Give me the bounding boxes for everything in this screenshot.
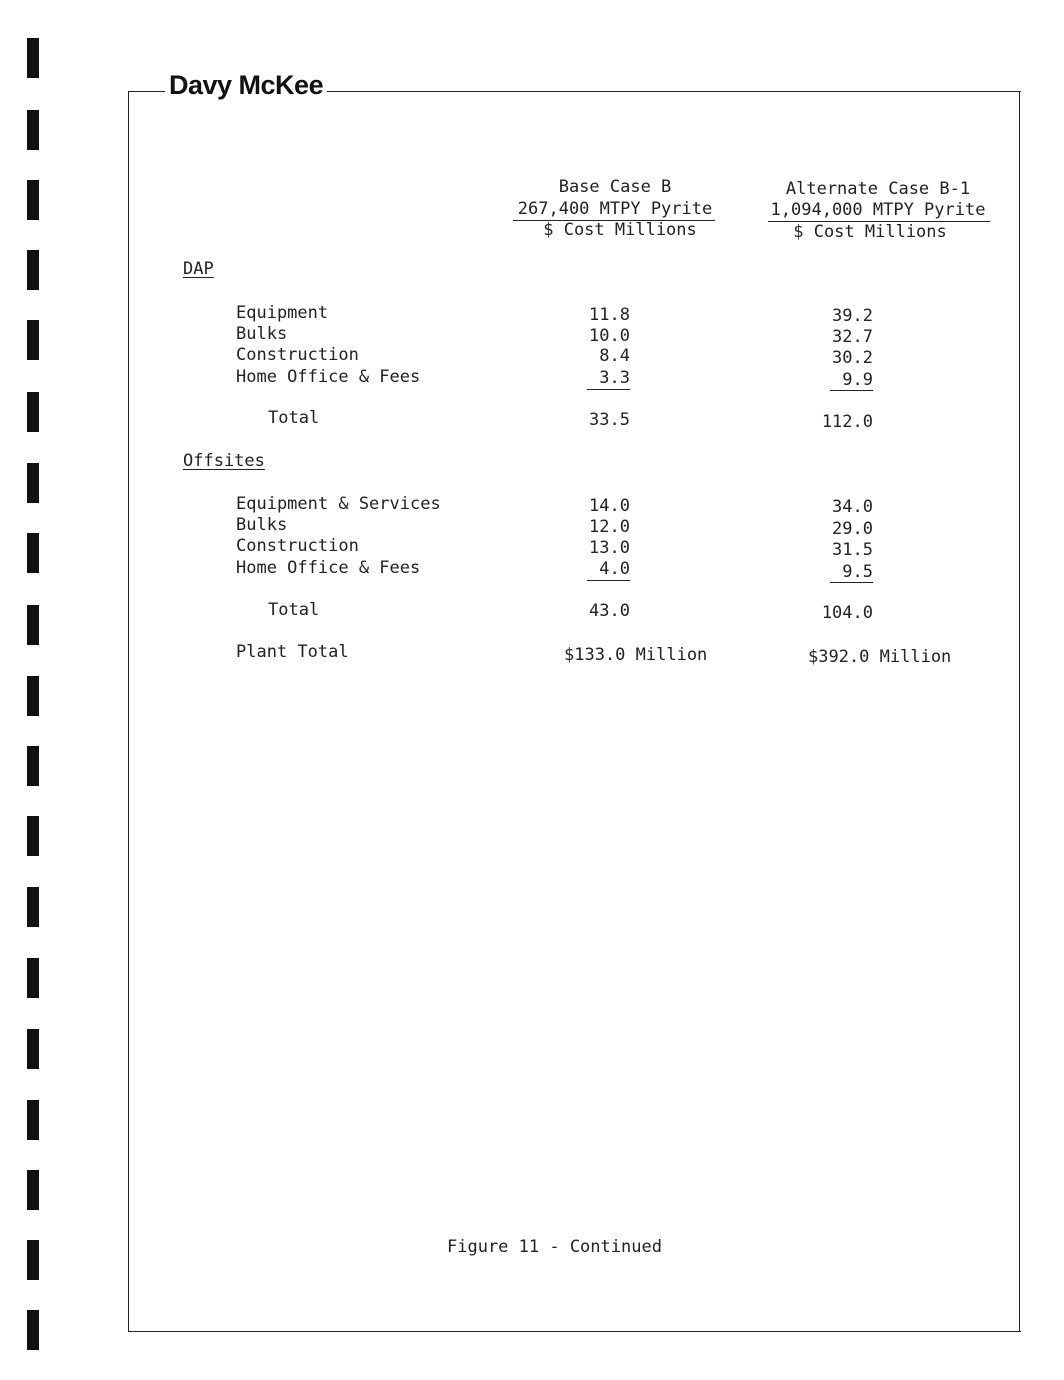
col1-header-line1: Base Case B: [558, 177, 672, 197]
total-label: Total: [268, 600, 320, 620]
row-label: Equipment: [236, 303, 329, 323]
section-title-offsites: Offsites: [183, 451, 265, 471]
row-label: Bulks: [236, 515, 288, 535]
plant-total-base: $133.0 Million: [564, 645, 708, 665]
total-value-alt: 112.0: [821, 412, 873, 432]
figure-caption: Figure 11 - Continued: [447, 1237, 662, 1257]
row-value-alt: 29.0: [832, 519, 873, 539]
row-value-base: 14.0: [589, 496, 630, 516]
row-value-alt: 39.2: [832, 306, 873, 326]
binding-hole: [27, 38, 39, 78]
binding-hole: [27, 676, 39, 716]
row-value-base: 4.0: [599, 559, 630, 579]
row-value-alt: 30.2: [832, 348, 873, 368]
binding-hole: [27, 320, 39, 360]
total-label: Total: [268, 408, 320, 428]
plant-total-label: Plant Total: [236, 642, 349, 662]
binding-hole: [27, 1029, 39, 1069]
row-value-base: 12.0: [589, 517, 630, 537]
plant-total-alt: $392.0 Million: [808, 647, 952, 667]
binding-hole: [27, 1100, 39, 1140]
row-label: Home Office & Fees: [236, 558, 421, 578]
binding-hole: [27, 1310, 39, 1350]
row-label: Construction: [236, 536, 359, 556]
company-logo: Davy McKee: [165, 70, 327, 101]
binding-hole: [27, 958, 39, 998]
total-value-base: 33.5: [589, 410, 630, 430]
binding-hole: [27, 1170, 39, 1210]
row-label: Bulks: [236, 324, 288, 344]
binding-hole: [27, 605, 39, 645]
frame-right-border: [1019, 91, 1020, 1332]
row-value-alt: 31.5: [832, 540, 873, 560]
col2-header-line2: 1,094,000 MTPY Pyrite: [770, 200, 986, 220]
row-value-base: 8.4: [599, 346, 630, 366]
col1-header-line3: $ Cost Millions: [543, 220, 697, 240]
binding-hole: [27, 250, 39, 290]
binding-hole: [27, 463, 39, 503]
row-value-base: 10.0: [589, 326, 630, 346]
binding-hole: [27, 887, 39, 927]
subtotal-rule-base: [587, 389, 630, 390]
col1-header-line2: 267,400 MTPY Pyrite: [517, 199, 713, 219]
row-value-alt: 32.7: [832, 327, 873, 347]
col2-header-line3: $ Cost Millions: [793, 222, 947, 242]
subtotal-rule-alt: [830, 390, 873, 391]
binding-hole: [27, 1240, 39, 1280]
frame-bottom-border: [128, 1331, 1021, 1332]
row-value-base: 11.8: [589, 305, 630, 325]
binding-hole: [27, 392, 39, 432]
binding-hole: [27, 746, 39, 786]
row-label: Construction: [236, 345, 359, 365]
binding-hole: [27, 180, 39, 220]
row-label: Equipment & Services: [236, 494, 441, 514]
subtotal-rule-alt: [830, 582, 873, 583]
row-value-alt: 9.5: [842, 562, 873, 582]
col2-header-line1: Alternate Case B-1: [785, 179, 971, 199]
subtotal-rule-base: [587, 580, 630, 581]
row-value-alt: 34.0: [832, 497, 873, 517]
row-label: Home Office & Fees: [236, 367, 421, 387]
section-title-dap: DAP: [183, 259, 214, 279]
binding-hole: [27, 110, 39, 150]
binding-hole: [27, 533, 39, 573]
total-value-base: 43.0: [589, 601, 630, 621]
row-value-alt: 9.9: [842, 370, 873, 390]
row-value-base: 3.3: [599, 368, 630, 388]
frame-left-border: [128, 91, 129, 1332]
row-value-base: 13.0: [589, 538, 630, 558]
binding-hole: [27, 816, 39, 856]
total-value-alt: 104.0: [821, 603, 873, 623]
